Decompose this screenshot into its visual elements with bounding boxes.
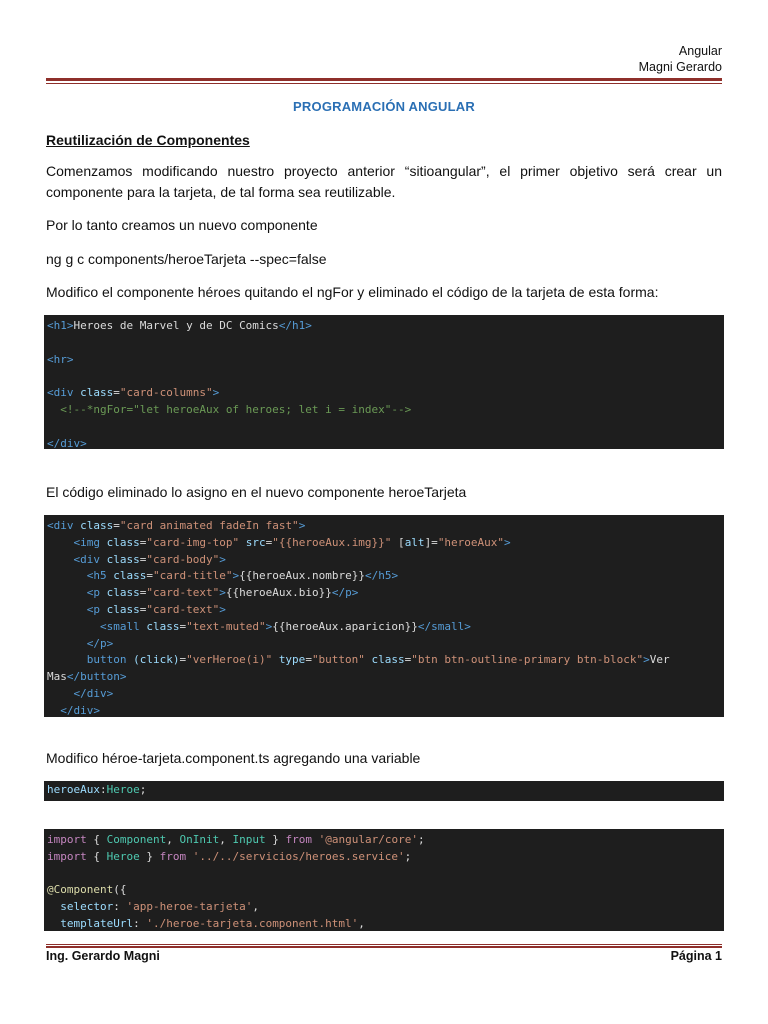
code-block-component-ts (44, 829, 724, 931)
code-block-variable (44, 781, 724, 801)
page-header (639, 43, 722, 75)
code-line: import { Heroe } from '../../servicios/heroes.service'; (47, 849, 412, 863)
code-line: <small class="text-muted">{{heroeAux.aparicion}}</small> (99, 619, 471, 633)
code-line: <div class="card animated fadeIn fast"> (47, 519, 306, 532)
code-line: </p> (86, 636, 114, 650)
code-line: </div> (60, 703, 100, 717)
code-line: <div class="card-columns"> (47, 386, 220, 400)
code-line: <img class="card-img-top" src="{{heroeAux.img}}" [alt]="heroeAux"> (73, 535, 511, 549)
code-line: <hr> (47, 352, 74, 366)
paragraph-modify-heroes: Modifico el componente héroes quitando el ngFor y eliminado el código de la tarjeta de esta forma: (46, 284, 659, 300)
header-course: Angular (678, 44, 722, 58)
code-block-tarjeta-html (44, 515, 724, 717)
code-line (47, 866, 721, 883)
code-line (47, 368, 721, 385)
document-title: PROGRAMACIÓN ANGULAR (293, 99, 475, 114)
code-line: button (click)="verHeroe(i)" type="button" class="btn btn-outline-primary btn-block">Ver (86, 653, 670, 667)
code-line: <!--*ngFor="let heroeAux of heroes; let i = index"--> (60, 402, 412, 416)
section-title: Reutilización de Componentes (46, 132, 250, 148)
code-line: <p class="card-text"> (86, 602, 226, 616)
code-line: templateUrl: './heroe-tarjeta.component.html', (60, 916, 365, 930)
code-line (47, 419, 721, 436)
paragraph-intro: Comenzamos modificando nuestro proyecto anterior “sitioangular”, el primer objetivo será crear un componente para la tarjeta, de tal forma sea reutilizable. (46, 163, 722, 200)
code-line (47, 335, 721, 352)
code-line: @Component({ (47, 883, 127, 897)
code-line: <h1>Heroes de Marvel y de DC Comics</h1> (47, 319, 312, 332)
code-line: </div> (73, 686, 114, 700)
code-line: <div class="card-body"> (73, 552, 226, 566)
code-line: selector: 'app-heroe-tarjeta', (60, 900, 259, 914)
footer-author: Ing. Gerardo Magni (46, 949, 160, 963)
paragraph-create-component: Por lo tanto creamos un nuevo componente (46, 217, 318, 233)
paragraph-cli-command: ng g c components/heroeTarjeta --spec=false (46, 251, 327, 267)
code-line: import { Component, OnInit, Input } from '@angular/core'; (47, 833, 425, 846)
paragraph-add-variable: Modifico héroe-tarjeta.component.ts agregando una variable (46, 750, 421, 766)
code-line: heroeAux:Heroe; (47, 783, 147, 796)
paragraph-moved-code: El código eliminado lo asigno en el nuevo componente heroeTarjeta (46, 484, 467, 500)
footer-page-number: Página 1 (670, 949, 722, 963)
code-line: <h5 class="card-title">{{heroeAux.nombre}}</h5> (86, 569, 399, 583)
code-line: </div> (47, 436, 87, 449)
code-line: <p class="card-text">{{heroeAux.bio}}</p> (86, 586, 359, 600)
header-author: Magni Gerardo (638, 60, 722, 74)
code-line: Mas</button> (47, 670, 127, 684)
code-block-heroes-html (44, 315, 724, 449)
footer-divider (46, 944, 722, 945)
header-divider (46, 78, 722, 81)
